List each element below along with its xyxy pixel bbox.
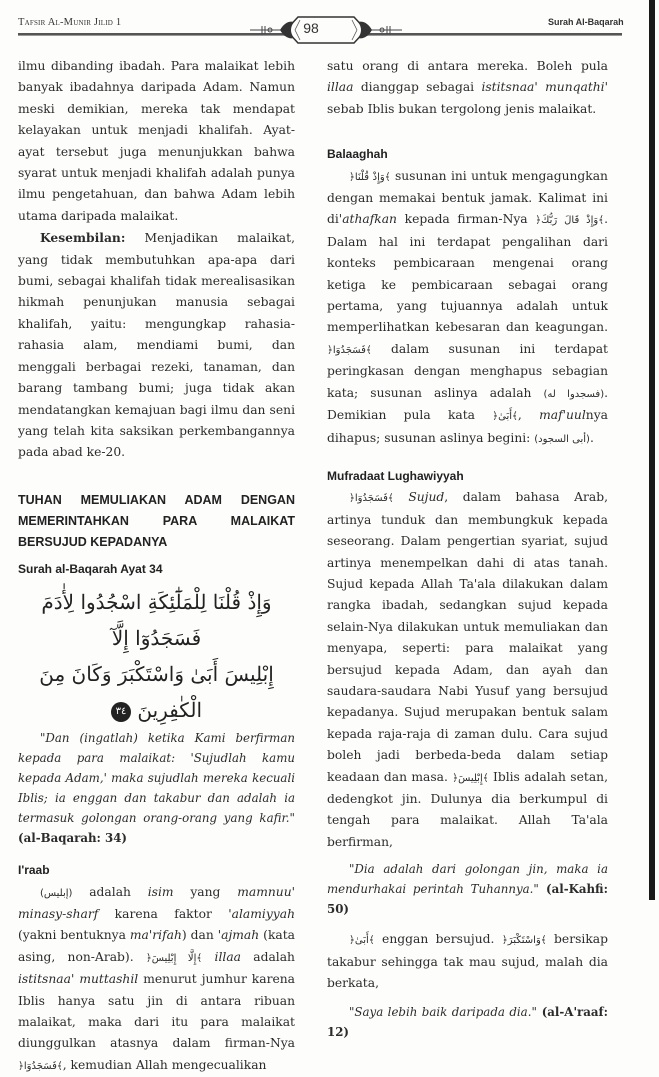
arabic-term: ﴿فَسَجَدُوٓا﴾ [327, 344, 372, 356]
text-run: bersikap takabur sehingga tak mau sujud, malah dia berkata, [327, 932, 608, 991]
page-number: 98 [303, 20, 319, 36]
text-run [394, 490, 409, 504]
arabic-term: (إبليس) [40, 887, 73, 899]
text-run: dianggap sebagai [353, 80, 482, 95]
mufradaat-heading: Mufradaat Lughawiyyah [327, 468, 464, 483]
arabic-term: ﴿وَإِذْ قُلْنَا﴾ [349, 171, 391, 183]
verse-translation [18, 728, 295, 848]
arabic-term: ﴿إِبْلِيسَ﴾ [452, 772, 489, 784]
italic-term: istitsnaa' muttashil [18, 972, 139, 987]
arabic-term: (أبى السجود) [534, 433, 590, 445]
paragraph-text: Menjadikan malaikat, yang tidak membutuhkan apa-apa dari bumi, sebagai khalifah tidak merealisasikan hikmah penunjukan manusia sebagai khalifah, yaitu: mengungkap rahasia-rahasia alam, mendiami bumi, dan menggali berbagai rezeki, tanaman, dan barang tambang bumi; juga tidak akan mendatangkan kemajuan bagi ilmu dan seni yang telah kita saksikan perkembangannya pada abad ke-20. [18, 231, 295, 460]
italic-term: ma'rifah [129, 928, 182, 943]
quote-reference: (al-Kahfi: 50) [327, 882, 608, 917]
balaaghah-paragraph [327, 166, 608, 450]
text-run: . Demikian pula kata [327, 385, 609, 423]
arabic-verse [18, 584, 295, 728]
italic-term: 'ajmah [217, 928, 260, 943]
text-run: enggan bersujud. [374, 932, 502, 947]
arabic-verse-line [18, 656, 295, 728]
text-run: susunan ini untuk mengagungkan dengan memakai bentuk jamak. Kalimat ini di' [327, 168, 608, 227]
surah-name: Surah Al-Baqarah [548, 17, 624, 27]
text-run: "Saya lebih baik daripada dia." [349, 1005, 537, 1020]
text-run: "Dan (ingatlah) ketika Kami berfirman kepada para malaikat: 'Sujudlah kamu kepada Adam,' maka sujudlah mereka kecuali Iblis; ia enggan dan takabur dan adalah ia termasuk golongan orang-orang yang kafir." [18, 731, 295, 826]
italic-term: illaa [214, 949, 241, 964]
text-run: ) dan [181, 928, 218, 943]
arabic-term: (فسجدوا له) [543, 388, 605, 400]
text-run: satu orang di antara mereka. Boleh pula [327, 59, 608, 73]
text-run: adalah [72, 884, 148, 899]
balaaghah-heading: Balaaghah [327, 147, 388, 162]
text-run: "Dia adalah dari golongan jin, maka ia mendurhakai perintah Tuhannya." [327, 862, 608, 897]
text-run [202, 950, 214, 964]
arabic-term: ﴿أَبَىٰ﴾ [349, 935, 375, 947]
paragraph [327, 929, 608, 994]
arabic-term: ﴿أَبَىٰ﴾ [492, 411, 518, 423]
italic-term: illaa [327, 80, 354, 95]
arabic-term: ﴿إِلَّا إِبْلِيسَ﴾ [145, 952, 203, 964]
text-run: dalam susunan ini terdapat peringkasan dengan menghapus sebagian kata; susunan aslinya adalah [327, 341, 608, 400]
paragraph-lead: Kesembilan: [40, 230, 126, 246]
text-run: (kata asing, non-Arab). [18, 928, 296, 964]
page-edge-shadow [649, 0, 655, 900]
italic-term: 'alamiyyah [228, 906, 295, 921]
arabic-term: ﴿فَسَجَدُوٓا﴾ [18, 1060, 63, 1072]
text-run: kepada firman-Nya [396, 212, 536, 227]
book-title: Tafsir Al-Munir Jilid 1 [18, 17, 122, 28]
verse-heading: Surah al-Baqarah Ayat 34 [18, 561, 163, 576]
ayah-number-icon: ٣٤ [111, 702, 131, 722]
arabic-term: ﴿وَإِذْ قَالَ رَبُّكَ﴾ [535, 215, 605, 227]
text-run: karena faktor [98, 906, 229, 921]
arabic-verse-line: وَإِذْ قُلْنَا لِلْمَلَٰٓئِكَةِ اسْجُدُوا لِأٰدَمَ فَسَجَدُوٓا إِلَّآ [41, 590, 272, 651]
arabic-term: ﴿وَاسْتَكْبَرَ﴾ [501, 935, 547, 947]
left-column [18, 56, 295, 1077]
italic-term: istitsnaa' munqathi' [481, 80, 608, 95]
italic-term: mamnuu' minasy-sharf [18, 884, 295, 921]
text-run: , dalam bahasa Arab, artinya tunduk dan membungkuk kepada seseorang. Dalam pengertian syariat, sujud artinya menempelkan dahi di atas tanah. Sujud kepada Allah Ta'ala dilakukan dalam rangka ibadah, sedangkan sujud kepada selain-Nya dilakukan untuk memuliakan dan menyapa, seperti: para malaikat yang bersujud kepada Adam, dan ayah dan saudara-saudara Nabi Yusuf yang bersujud kepadanya. Sujud merupakan bentuk salam kepada raja-raja di zaman dulu. Cara sujud boleh jadi berbeda-beda dalam setiap keadaan dan masa. [327, 490, 608, 784]
text-run: . Dalam hal ini terdapat pengalihan dari konteks pembicaraan mengenai orang ketiga ke pembicaraan sebagai orang pertama, yang tujuannya adalah untuk memperlihatkan kebesaran dan keagungan. [327, 212, 609, 335]
verse-reference: (al-Baqarah: 34) [18, 831, 128, 846]
quote-araaf [327, 1002, 608, 1042]
italic-term: Sujud [408, 490, 445, 505]
italic-term: maf'uul [539, 408, 586, 423]
text-run: yang [173, 884, 238, 899]
mufradaat-paragraph [327, 487, 608, 853]
italic-term: isim [147, 884, 174, 899]
irab-paragraph [18, 882, 295, 1077]
text-run: (yakni bentuknya [18, 928, 130, 943]
text-run: , [517, 408, 540, 423]
paragraph [327, 56, 608, 120]
text-run: adalah [240, 949, 295, 964]
text-run: menurut jumhur karena Iblis hanya satu jin di antara ribuan malaikat, maka dari itu para malaikat diunggulkan atasnya dalam firman-Nya [18, 972, 295, 1051]
section-title: TUHAN MEMULIAKAN ADAM DENGAN MEMERINTAHKAN PARA MALAIKAT BERSUJUD KEPADANYA [18, 492, 295, 549]
text-run: . [589, 430, 594, 445]
text-run: إِبْلِيسَ أَبَىٰ وَاسْتَكْبَرَ وَكَانَ مِنَ الْكٰفِرِينَ [39, 662, 274, 723]
text-run: nya dihapus; susunan aslinya begini: [327, 408, 608, 445]
italic-term: athafkan [342, 212, 397, 227]
irab-heading: I'raab [18, 863, 50, 878]
paragraph [18, 227, 295, 463]
paragraph: ilmu dibanding ibadah. Para malaikat lebih banyak ibadahnya daripada Adam. Namun meski demikian, mereka tak mendapat kelayakan untuk menjadi khalifah. Ayat-ayat tersebut juga menunjukkan bahwa syarat untuk menjadi khalifah adalah punya ilmu pengetahuan, dan bahwa Adam lebih utama daripada malaikat. [18, 59, 295, 223]
text-run: sebab Iblis bukan tergolong jenis malaikat. [327, 101, 597, 116]
quote-kahfi [327, 859, 608, 919]
quote-reference: (al-A'raaf: 12) [327, 1005, 608, 1040]
text-run: Iblis adalah setan, dedengkot jin. Dulunya dia berkumpul di tengah para malaikat. Allah Ta'ala berfirman, [327, 769, 608, 849]
arabic-term: ﴿فَسَجَدُوٓا﴾ [349, 493, 394, 505]
text-run: , kemudian Allah mengecualikan [62, 1057, 267, 1072]
right-column [327, 56, 608, 1042]
